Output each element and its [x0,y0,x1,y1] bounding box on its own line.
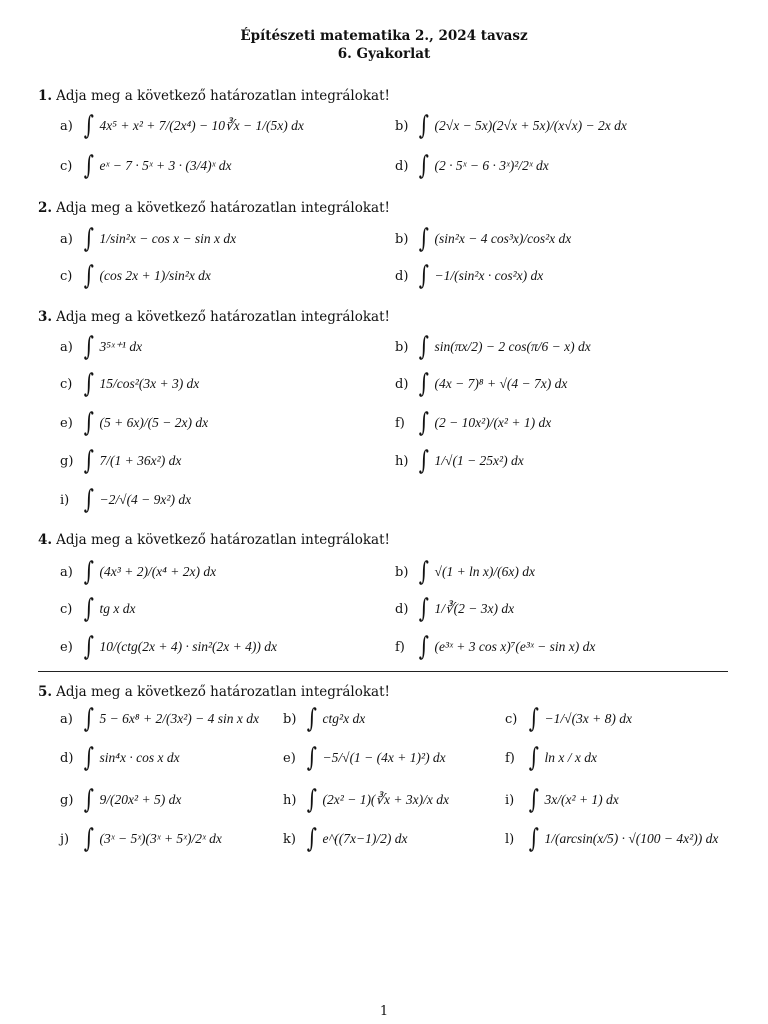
integral-sign: ∫ [418,408,429,438]
problem-1c [60,153,232,179]
problem-3g [60,448,181,474]
integrand: (3ˣ − 5ˣ)(3ˣ + 5ˣ)/2ˣ dx [99,831,222,846]
problem-4e [60,634,277,660]
item-label: f) [395,639,405,655]
problem-2b [395,226,571,252]
integral-sign: ∫ [83,485,94,515]
item-label: a) [60,564,73,580]
problem-5-heading [38,684,390,700]
item-label: k) [283,831,296,847]
item-label: b) [395,339,409,355]
integrand: 3x/(x² + 1) dx [544,792,619,807]
integrand: 7/(1 + 36x²) dx [99,453,182,468]
integral-sign: ∫ [83,111,94,141]
integral-sign: ∫ [83,743,94,773]
item-label: a) [60,118,73,134]
integral-sign: ∫ [83,408,94,438]
item-label: a) [60,711,73,727]
item-label: b) [395,118,409,134]
integrand: (2x² − 1)(∛x + 3x)/x dx [322,792,449,807]
item-label: b) [395,564,409,580]
item-label: g) [60,792,74,808]
problem-4f [395,634,595,660]
integral-sign: ∫ [418,557,429,587]
item-label: a) [60,231,73,247]
problem-5a [60,706,259,732]
problem-3b [395,334,591,360]
integral-sign: ∫ [418,594,429,624]
integral-sign: ∫ [83,785,94,815]
page-number: 1 [379,1004,389,1019]
section-divider [38,671,728,672]
problem-4b [395,559,535,585]
item-label: d) [395,158,409,174]
item-label: g) [60,453,74,469]
integrand: 15/cos²(3x + 3) dx [99,376,200,391]
problem-1-heading [38,88,390,104]
problem-5i [505,787,619,813]
problem-5d [60,745,180,771]
problem-2c [60,263,211,289]
item-label: a) [60,339,73,355]
item-label: c) [60,268,73,284]
item-label: c) [60,601,73,617]
item-label: b) [283,711,297,727]
item-label: e) [60,415,73,431]
problem-3d [395,371,567,397]
problem-5l [505,826,718,852]
problem-5g [60,787,181,813]
problem-number: 4. [38,532,53,548]
integrand: 1/(arcsin(x/5) · √(100 − 4x²)) dx [544,831,719,846]
page-title: Építészeti matematika 2., 2024 tavasz [240,28,528,44]
integral-sign: ∫ [418,446,429,476]
problem-prompt: Adja meg a következő határozatlan integrálokat! [56,88,390,104]
item-label: f) [395,415,405,431]
item-label: c) [60,376,73,392]
problem-3f [395,410,551,436]
item-label: h) [283,792,297,808]
integral-sign: ∫ [418,224,429,254]
problem-prompt: Adja meg a következő határozatlan integrálokat! [56,684,390,700]
problem-number: 5. [38,684,53,700]
item-label: h) [395,453,409,469]
item-label: f) [505,750,515,766]
integral-sign: ∫ [528,785,539,815]
problem-1b [395,113,627,139]
integrand: 1/sin²x − cos x − sin x dx [99,231,237,246]
item-label: d) [395,268,409,284]
problem-prompt: Adja meg a következő határozatlan integrálokat! [56,532,390,548]
problem-3i [60,487,191,513]
integrand: −1/√(3x + 8) dx [544,711,633,726]
item-label: d) [395,376,409,392]
problem-2a [60,226,236,252]
integrand: (e³ˣ + 3 cos x)⁷(e³ˣ − sin x) dx [434,639,596,654]
integrand: 3⁵ˣ⁺¹ dx [99,339,143,354]
page-subtitle: 6. Gyakorlat [337,46,431,62]
integral-sign: ∫ [418,261,429,291]
problem-5k [283,826,407,852]
problem-1d [395,153,549,179]
integrand: (5 + 6x)/(5 − 2x) dx [99,415,209,430]
integral-sign: ∫ [418,151,429,181]
problem-3h [395,448,524,474]
integral-sign: ∫ [306,824,317,854]
problem-3e [60,410,208,436]
problem-2-heading [38,200,390,216]
problem-number: 2. [38,200,53,216]
item-label: c) [60,158,73,174]
item-label: i) [505,792,515,808]
problem-number: 3. [38,309,53,325]
integral-sign: ∫ [418,369,429,399]
problem-5f [505,745,597,771]
problem-3-heading [38,309,390,325]
problem-5b [283,706,365,732]
integral-sign: ∫ [528,824,539,854]
integrand: sin(πx/2) − 2 cos(π/6 − x) dx [434,339,591,354]
item-label: b) [395,231,409,247]
problem-4d [395,596,514,622]
item-label: i) [60,492,70,508]
integral-sign: ∫ [83,704,94,734]
problem-3c [60,371,199,397]
integrand: 5 − 6x⁸ + 2/(3x²) − 4 sin x dx [99,711,259,726]
integrand: −5/√(1 − (4x + 1)²) dx [322,750,446,765]
integrand: sin⁴x · cos x dx [99,750,180,765]
integrand: −1/(sin²x · cos²x) dx [434,268,544,283]
integral-sign: ∫ [83,446,94,476]
problem-1a [60,113,304,139]
integral-sign: ∫ [83,261,94,291]
integral-sign: ∫ [83,824,94,854]
integral-sign: ∫ [528,704,539,734]
item-label: d) [60,750,74,766]
problem-4a [60,559,216,585]
problem-5c [505,706,632,732]
integral-sign: ∫ [83,369,94,399]
item-label: e) [60,639,73,655]
integrand: √(1 + ln x)/(6x) dx [434,564,536,579]
integrand: −2/√(4 − 9x²) dx [99,492,192,507]
problem-prompt: Adja meg a következő határozatlan integrálokat! [56,309,390,325]
item-label: j) [60,831,70,847]
integral-sign: ∫ [83,332,94,362]
integral-sign: ∫ [418,632,429,662]
integral-sign: ∫ [83,224,94,254]
problem-5h [283,787,449,813]
problem-5j [60,826,222,852]
integral-sign: ∫ [83,557,94,587]
problem-number: 1. [38,88,53,104]
integral-sign: ∫ [83,632,94,662]
problem-4c [60,596,136,622]
integrand: (4x³ + 2)/(x⁴ + 2x) dx [99,564,217,579]
integrand: (4x − 7)⁸ + √(4 − 7x) dx [434,376,568,391]
integrand: (cos 2x + 1)/sin²x dx [99,268,211,283]
integrand: ln x / x dx [544,750,598,765]
problem-2d [395,263,543,289]
integral-sign: ∫ [418,332,429,362]
problem-4-heading [38,532,390,548]
integral-sign: ∫ [528,743,539,773]
integrand: 10/(ctg(2x + 4) · sin²(2x + 4)) dx [99,639,278,654]
integrand: tg x dx [99,601,136,616]
integrand: (2 − 10x²)/(x² + 1) dx [434,415,552,430]
integrand: 1/∛(2 − 3x) dx [434,601,515,616]
item-label: d) [395,601,409,617]
integrand: (2 · 5ˣ − 6 · 3ˣ)²/2ˣ dx [434,158,549,173]
item-label: e) [283,750,296,766]
integral-sign: ∫ [306,743,317,773]
problem-5e [283,745,446,771]
integrand: e^((7x−1)/2) dx [322,831,408,846]
integral-sign: ∫ [306,704,317,734]
integral-sign: ∫ [83,594,94,624]
integrand: 1/√(1 − 25x²) dx [434,453,524,468]
integrand: ctg²x dx [322,711,366,726]
integral-sign: ∫ [83,151,94,181]
integrand: 4x⁵ + x² + 7/(2x⁴) − 10∛x − 1/(5x) dx [99,118,304,133]
integral-sign: ∫ [418,111,429,141]
integral-sign: ∫ [306,785,317,815]
item-label: c) [505,711,518,727]
integrand: 9/(20x² + 5) dx [99,792,182,807]
integrand: (sin²x − 4 cos³x)/cos²x dx [434,231,572,246]
problem-3a [60,334,142,360]
integrand: (2√x − 5x)(2√x + 5x)/(x√x) − 2x dx [434,118,627,133]
item-label: l) [505,831,515,847]
integrand: eˣ − 7 · 5ˣ + 3 · (3/4)ˣ dx [99,158,232,173]
problem-prompt: Adja meg a következő határozatlan integrálokat! [56,200,390,216]
